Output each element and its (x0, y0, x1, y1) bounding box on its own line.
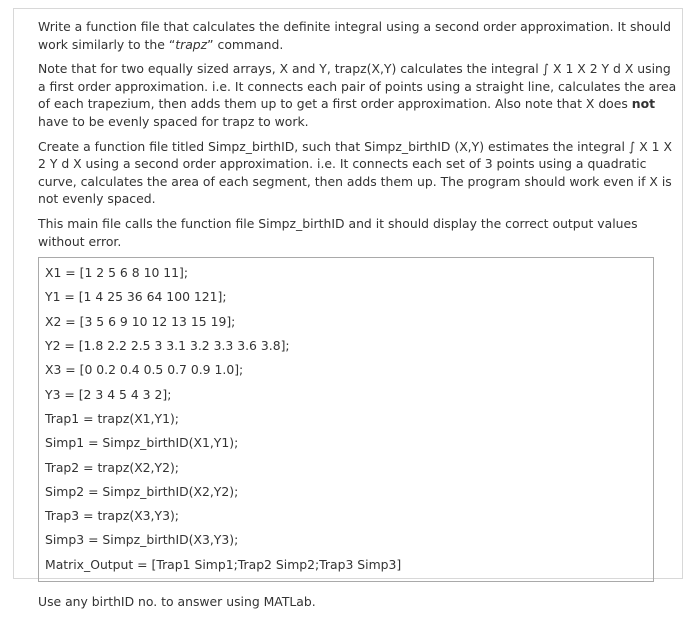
trapz-note-paragraph (38, 60, 680, 130)
code-line: Simp1 = Simpz_birthID(X1,Y1); (45, 435, 239, 451)
code-line: Matrix_Output = [Trap1 Simp1;Trap2 Simp2;Trap3 Simp3] (45, 556, 402, 572)
code-line: Y3 = [2 3 4 5 4 3 2]; (45, 386, 172, 402)
footer-instruction: Use any birthID no. to answer using MATLab. (38, 594, 316, 609)
code-block (38, 257, 654, 582)
code-line: X3 = [0 0.2 0.4 0.5 0.7 0.9 1.0]; (45, 362, 244, 378)
code-line: Simp2 = Simpz_birthID(X2,Y2); (45, 483, 239, 499)
code-line: Trap3 = trapz(X3,Y3); (45, 508, 179, 524)
code-line: X1 = [1 2 5 6 8 10 11]; (45, 265, 189, 281)
intro-paragraph (38, 18, 680, 53)
not-emphasis-text: not (631, 96, 656, 112)
trapz-note-text-start: Note that for two equally sized arrays, X and Y, trapz(X,Y) calculates the integral ∫ X 1 X 2 Y d X using a first order approximation. i.e. It connects each pair of points using a straight line, calculates the area of each trapezium, then adds them up to get a first order approximation. Also note that X does (38, 61, 677, 112)
intro-text-start: Write a function file that calculates the definite integral using a second order approximation. It should work similarly to the “ (38, 19, 672, 52)
code-line: Trap1 = trapz(X1,Y1); (45, 410, 179, 426)
intro-text-end: ” command. (207, 36, 284, 52)
question-content (38, 18, 680, 582)
trapz-note-text-end: have to be evenly spaced for trapz to work. (38, 113, 309, 129)
simpz-task-paragraph: Create a function file titled Simpz_birthID, such that Simpz_birthID (X,Y) estimates the integral ∫ X 1 X 2 Y d X using a second order approximation. i.e. It connects each set of 3 points using a quadratic curve, calculates the area of each segment, then adds them up. The program should work even if X is not evenly spaced. (38, 138, 672, 207)
code-line: Y2 = [1.8 2.2 2.5 3 3.1 3.2 3.3 3.6 3.8]; (45, 338, 290, 354)
code-line: Simp3 = Simpz_birthID(X3,Y3); (45, 532, 239, 548)
code-line: Trap2 = trapz(X2,Y2); (45, 459, 179, 475)
code-line: X2 = [3 5 6 9 10 12 13 15 19]; (45, 313, 236, 329)
code-line: Y1 = [1 4 25 36 64 100 121]; (45, 289, 227, 305)
main-file-paragraph: This main file calls the function file Simpz_birthID and it should display the correct output values without error. (38, 215, 638, 249)
trapz-command-text: trapz (175, 36, 208, 52)
